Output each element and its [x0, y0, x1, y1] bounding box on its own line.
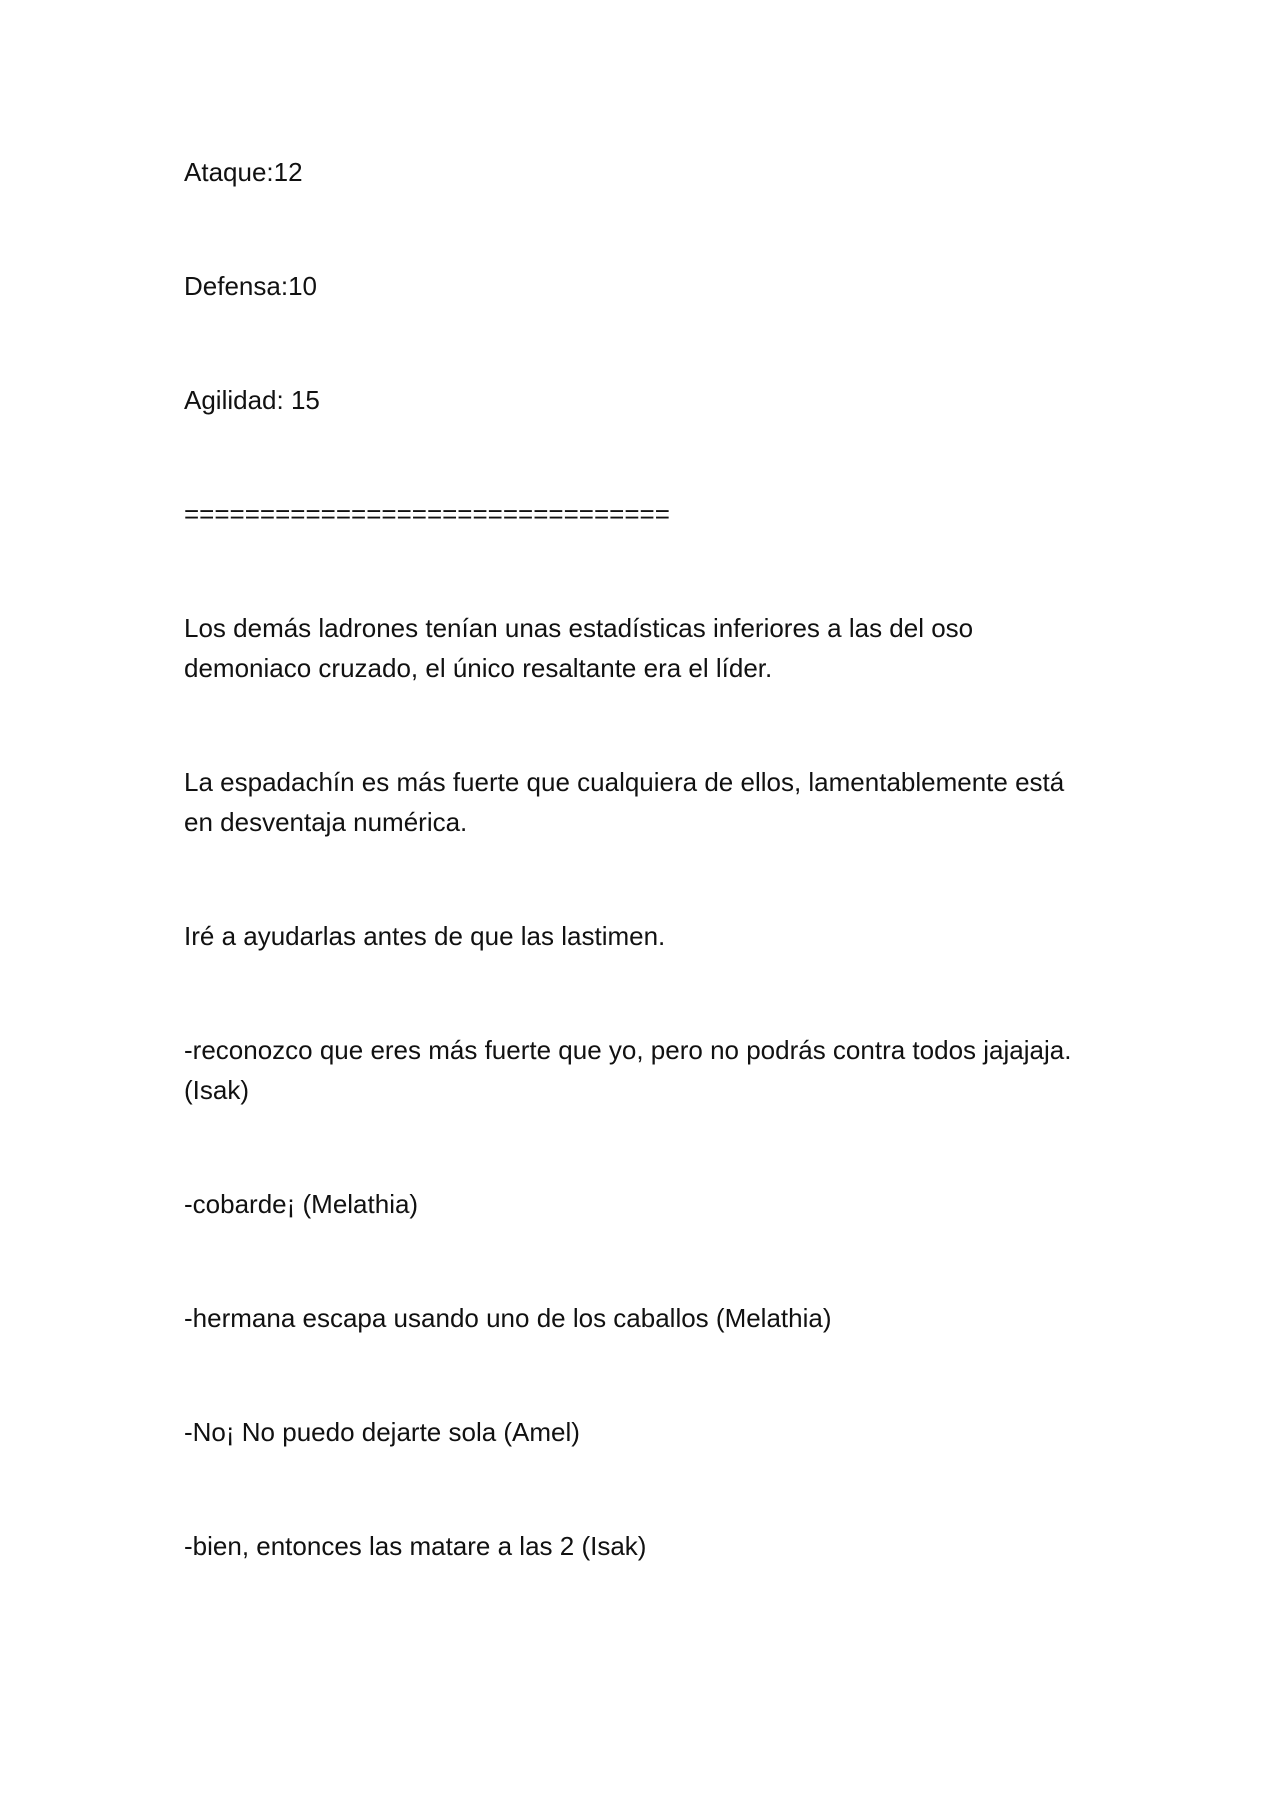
dialog-line-isak-2: -bien, entonces las matare a las 2 (Isak): [184, 1531, 647, 1561]
stat-defense: Defensa:10: [184, 271, 317, 301]
dialog-line-melathia-2: -hermana escapa usando uno de los caballos (Melathia): [184, 1303, 832, 1333]
stat-attack: Ataque:12: [184, 157, 303, 187]
paragraph-go-help: Iré a ayudarlas antes de que las lastimen.: [184, 921, 666, 951]
dialog-line-isak-1: -reconozco que eres más fuerte que yo, pero no podrás contra todos jajajaja. (Isak): [184, 1035, 1079, 1105]
paragraph-swordswoman: La espadachín es más fuerte que cualquiera de ellos, lamentablemente está en desventaja numérica.: [184, 767, 1072, 837]
section-separator: ================================: [184, 499, 670, 529]
dialog-line-amel: -No¡ No puedo dejarte sola (Amel): [184, 1417, 580, 1447]
stat-agility: Agilidad: 15: [184, 385, 320, 415]
dialog-line-melathia-1: -cobarde¡ (Melathia): [184, 1189, 419, 1219]
paragraph-thieves-stats: Los demás ladrones tenían unas estadísticas inferiores a las del oso demoniaco cruzado, el único resaltante era el líder.: [184, 613, 981, 683]
document-body: [184, 152, 1084, 1640]
